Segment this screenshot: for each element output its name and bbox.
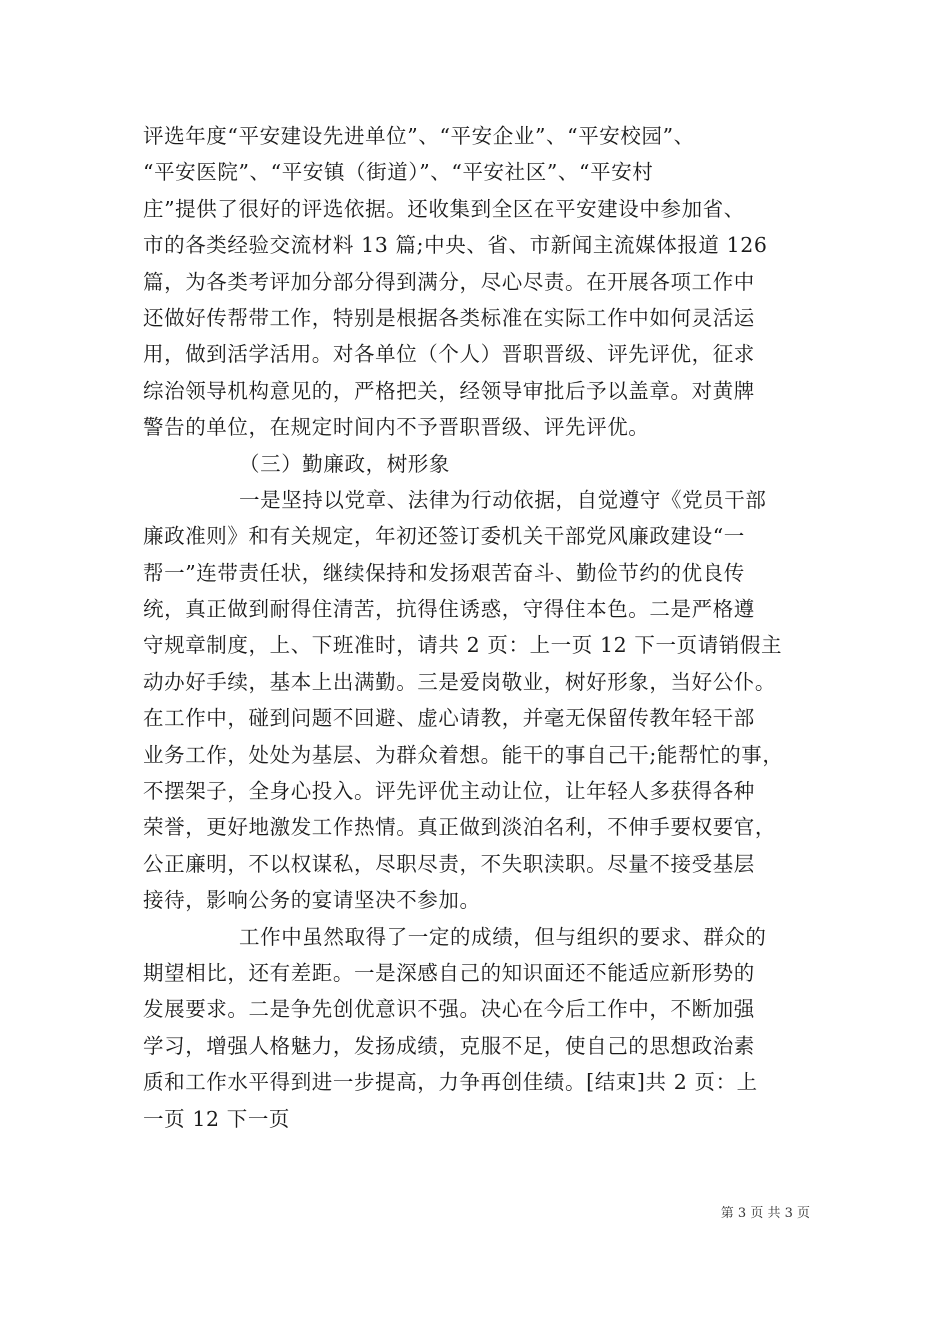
text-line: 廉政准则》和有关规定，年初还签订委机关干部党风廉政建设“一 [143, 524, 745, 549]
text-line: 发展要求。二是争先创优意识不强。决心在今后工作中，不断加强 [143, 997, 755, 1022]
text-line: 荣誉，更好地激发工作热情。真正做到淡泊名利，不伸手要权要官， [143, 815, 776, 840]
document-body [143, 118, 807, 1137]
text-line: 市的各类经验交流材料 13 篇;中央、省、市新闻主流媒体报道 126 [143, 233, 768, 258]
text-line: 公正廉明，不以权谋私，尽职尽责，不失职渎职。尽量不接受基层 [143, 851, 755, 876]
text-line: 一是坚持以党章、法律为行动依据，自觉遵守《党员干部 [239, 487, 767, 512]
text-line: 不摆架子，全身心投入。评先评优主动让位，让年轻人多获得各种 [143, 779, 755, 804]
text-line: 评选年度“平安建设先进单位”、“平安企业”、“平安校园”、 [143, 124, 695, 148]
text-line: 篇，为各类考评加分部分得到满分，尽心尽责。在开展各项工作中 [143, 269, 755, 294]
text-line: 期望相比，还有差距。一是深感自己的知识面还不能适应新形势的 [143, 960, 755, 985]
text-line: 统，真正做到耐得住清苦，抗得住诱惑，守得住本色。二是严格遵 [143, 597, 755, 622]
text-line: 庄”提供了很好的评选依据。还收集到全区在平安建设中参加省、 [143, 196, 745, 221]
text-line: 综治领导机构意见的，严格把关，经领导审批后予以盖章。对黄牌 [143, 378, 755, 403]
text-line: 一页 12 下一页 [143, 1106, 291, 1131]
page-number-footer: 第 3 页 共 3 页 [720, 1206, 810, 1221]
text-line: 业务工作，处处为基层、为群众着想。能干的事自己干;能帮忙的事， [143, 742, 784, 767]
text-line: 在工作中，碰到问题不回避、虚心请教，并毫无保留传教年轻干部 [143, 706, 755, 731]
text-line: 动办好手续，基本上出满勤。三是爱岗敬业，树好形象，当好公仆。 [143, 669, 776, 694]
text-line: 帮一”连带责任状，继续保持和发扬艰苦奋斗、勤俭节约的优良传 [143, 560, 745, 585]
text-line: “平安医院”、“平安镇（街道）”、“平安社区”、“平安村 [143, 160, 654, 185]
text-line: 用，做到活学活用。对各单位（个人）晋职晋级、评先评优，征求 [143, 342, 755, 367]
text-line: 守规章制度，上、下班准时，请共 2 页：上一页 12 下一页请销假主 [143, 633, 783, 658]
text-line: 接待，影响公务的宴请坚决不参加。 [143, 888, 481, 913]
text-line: 工作中虽然取得了一定的成绩，但与组织的要求、群众的 [239, 924, 767, 949]
section-heading: （三）勤廉政，树形象 [239, 451, 450, 476]
text-line: 警告的单位，在规定时间内不予晋职晋级、评先评优。 [143, 415, 650, 440]
text-line: 质和工作水平得到进一步提高，力争再创佳绩。[结束]共 2 页：上 [143, 1070, 758, 1095]
text-line: 学习，增强人格魅力，发扬成绩，克服不足，使自己的思想政治素 [143, 1033, 755, 1058]
text-line: 还做好传帮带工作，特别是根据各类标准在实际工作中如何灵活运 [143, 305, 755, 330]
